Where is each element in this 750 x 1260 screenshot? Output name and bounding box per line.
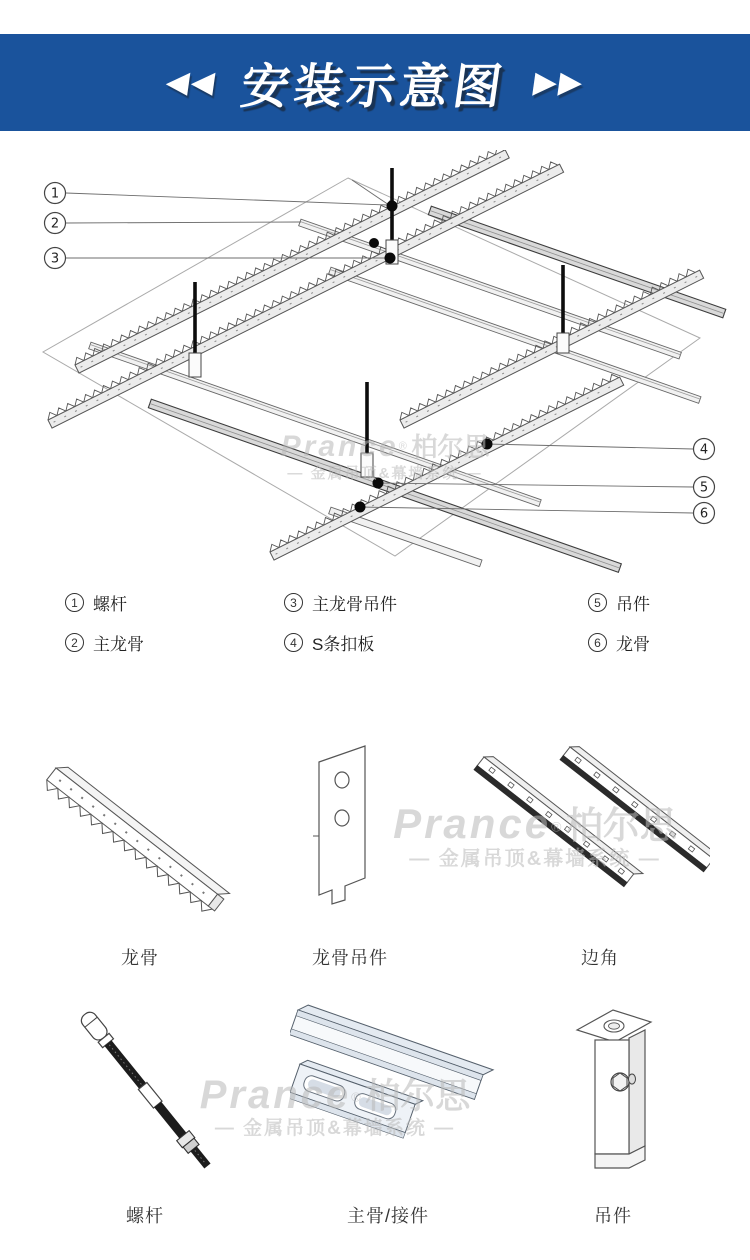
legend-label-3: 主龙骨吊件 — [312, 595, 397, 614]
left-arrows-icon: ◀◀ — [164, 66, 219, 99]
suspension-rod — [361, 382, 373, 477]
legend-num-2: 2 — [65, 633, 84, 652]
callout-6 — [694, 503, 715, 524]
hole — [335, 810, 349, 826]
legend-label-4: S条扣板 — [312, 635, 375, 654]
component-label-hanger: 吊件 — [594, 1206, 632, 1226]
component-corner-angle-figure — [470, 733, 710, 923]
header-banner — [0, 34, 750, 131]
legend-item-3 — [284, 590, 397, 615]
legend-num-6: 6 — [588, 633, 607, 652]
svg-text:5: 5 — [699, 480, 709, 496]
rod-hanger-bracket — [557, 333, 569, 353]
main-keel-strip — [299, 219, 682, 359]
svg-text:1: 1 — [50, 186, 60, 202]
legend-item-6 — [588, 630, 650, 655]
legend-label-1: 螺杆 — [93, 595, 127, 614]
carrier-keel — [72, 150, 509, 373]
svg-text:6: 6 — [699, 506, 709, 522]
component-hanger-figure — [565, 1000, 685, 1200]
svg-text:2: 2 — [50, 216, 60, 232]
watermark: Prance® 柏尔思 — 金属吊顶&幕墙系统 — — [393, 800, 677, 871]
bolt-icon — [611, 1073, 629, 1091]
legend-item-4 — [284, 630, 374, 655]
legend-num-4: 4 — [284, 633, 303, 652]
component-label-keel: 龙骨 — [121, 948, 159, 968]
legend-label-6: 龙骨 — [616, 635, 650, 654]
component-screw-rod-figure — [60, 1000, 240, 1200]
component-label-main-rail: 主骨/接件 — [346, 1206, 429, 1226]
component-label-screw-rod: 螺杆 — [126, 1206, 164, 1226]
legend-item-2 — [65, 630, 144, 655]
watermark: Prance® 柏尔思 — 金属吊顶&幕墙系统 — — [199, 1073, 471, 1139]
legend-num-1: 1 — [65, 593, 84, 612]
watermark: Prance® 柏尔思 — 金属吊顶&幕墙系统 — — [280, 430, 490, 482]
component-keel-figure — [40, 738, 240, 938]
page-title: 安装示意图 — [238, 61, 511, 114]
rod-hanger-bracket — [189, 353, 201, 377]
callout-3 — [45, 248, 66, 269]
callout-2 — [45, 213, 66, 234]
callout-4 — [694, 439, 715, 460]
right-arrows-icon: ▶▶ — [531, 66, 586, 99]
installation-diagram — [0, 150, 750, 580]
callout-1 — [45, 183, 66, 204]
rod-hanger-bracket — [361, 453, 373, 477]
component-label-keel-hanger: 龙骨吊件 — [312, 948, 388, 968]
leader-lines — [66, 180, 693, 513]
component-label-corner: 边角 — [581, 948, 619, 968]
suspension-rod — [189, 282, 201, 377]
hole — [335, 772, 349, 788]
legend-num-5: 5 — [588, 593, 607, 612]
component-main-rail-figure — [290, 1000, 500, 1170]
component-keel-hanger-figure — [305, 740, 405, 920]
callout-5 — [694, 477, 715, 498]
svg-text:3: 3 — [50, 251, 60, 267]
legend-label-2: 主龙骨 — [93, 635, 144, 654]
legend-item-5 — [588, 590, 650, 615]
legend-label-5: 吊件 — [616, 595, 650, 614]
legend-item-1 — [65, 590, 127, 615]
svg-text:4: 4 — [699, 442, 709, 458]
legend-num-3: 3 — [284, 593, 303, 612]
s-strip-panel — [428, 206, 725, 318]
s-strip-panel — [148, 399, 621, 572]
